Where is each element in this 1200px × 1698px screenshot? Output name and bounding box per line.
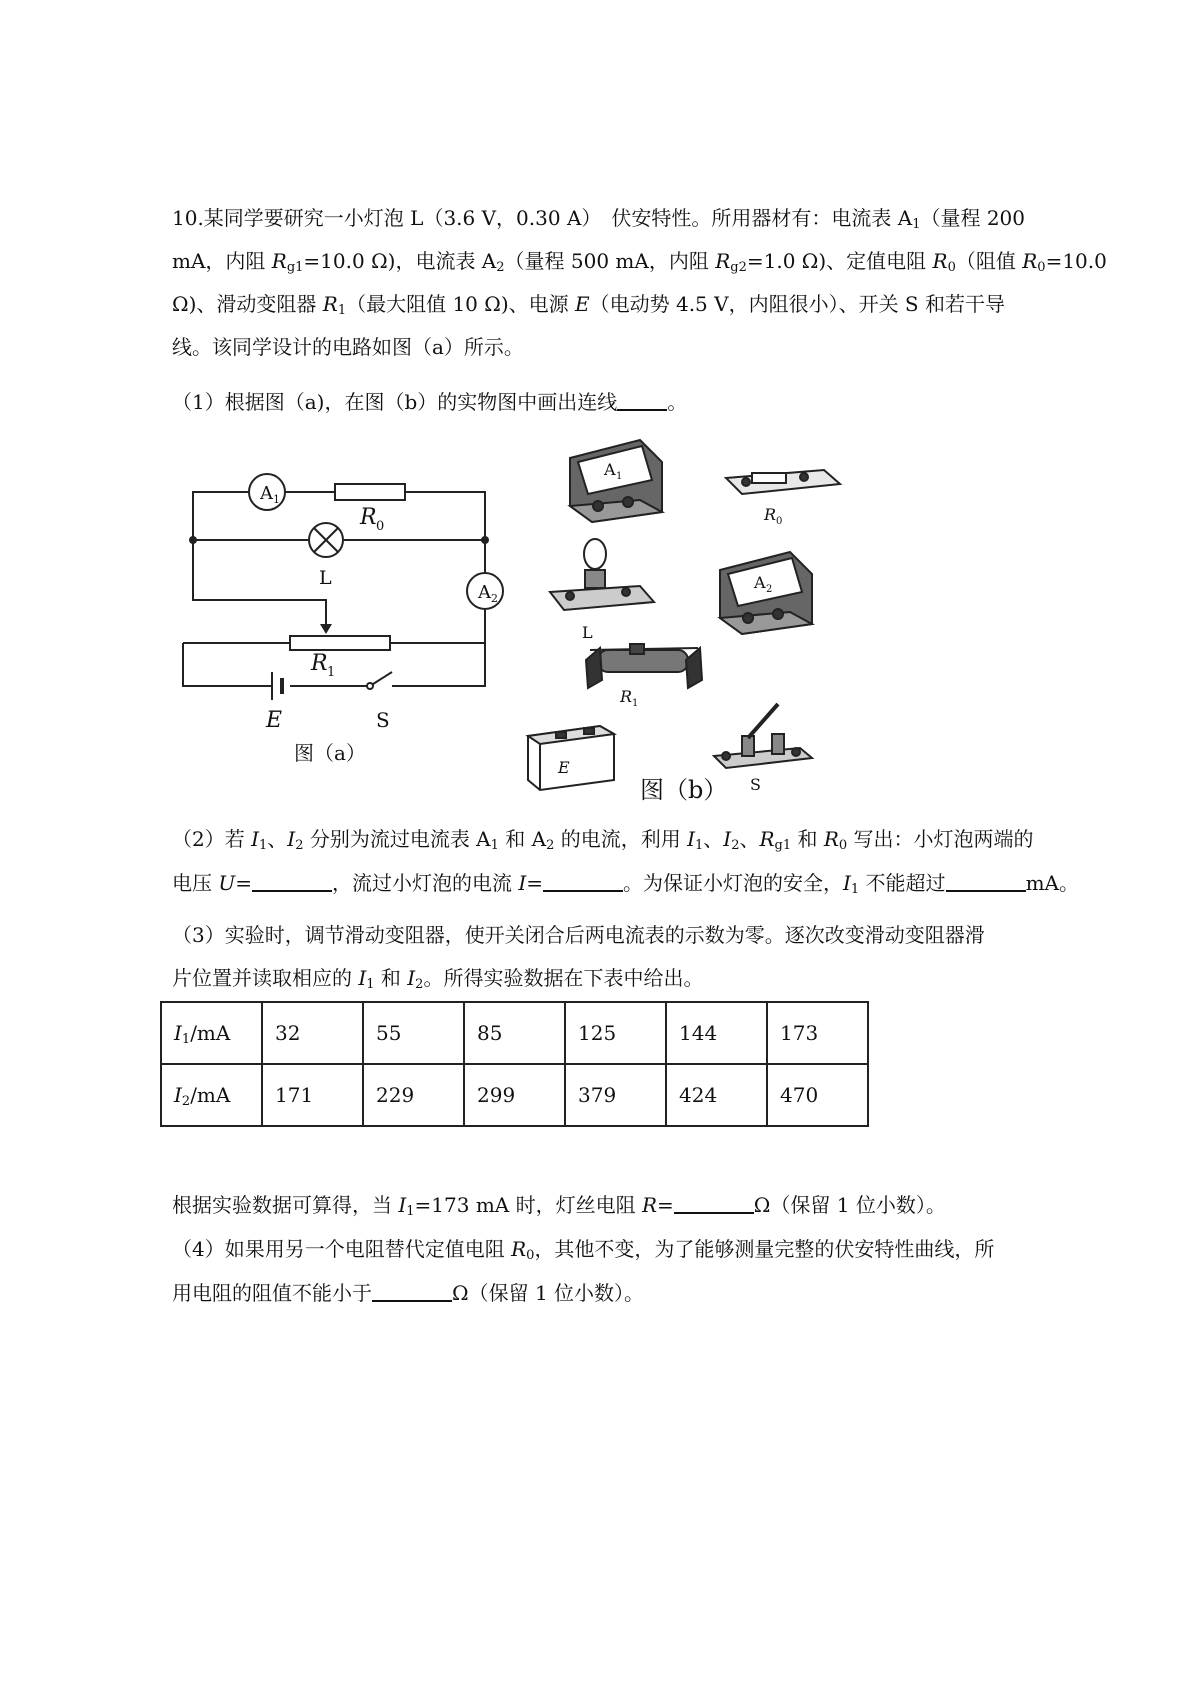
label-a2-text: A bbox=[478, 582, 491, 603]
resistance-question: 根据实验数据可算得，当 $I_1=173$ mA 时，灯丝电阻 R= Ω（保留 1 位小数）。 bbox=[172, 1193, 946, 1219]
label-a1-text: A bbox=[260, 483, 273, 504]
subquestion-2-line-2: 电压 U= ，流过小灯泡的电流 I= 。为保证小灯泡的安全，$I_1$ 不能超过 mA。 bbox=[172, 871, 1079, 897]
table-cell: 173 bbox=[767, 1002, 868, 1064]
answer-blank-min-resistance[interactable] bbox=[372, 1282, 452, 1302]
label-r0-sub: 0 bbox=[376, 519, 385, 534]
table-row bbox=[161, 1064, 868, 1126]
device-s-label: S bbox=[750, 775, 761, 794]
device-r0-label: R bbox=[764, 505, 777, 524]
battery-e-device bbox=[528, 726, 614, 790]
subquestion-3-line-2: 片位置并读取相应的 $I_1$ 和 $I_2$。所得实验数据在下表中给出。 bbox=[172, 966, 704, 992]
lamp-device bbox=[550, 539, 654, 610]
question-intro-line-3: Ω)、滑动变阻器 $R_1$（最大阻值 10 Ω)、电源 E（电动势 4.5 V，内阻很小）、开关 S 和若干导 bbox=[172, 292, 1005, 318]
label-r1-text: R bbox=[311, 651, 328, 676]
data-table bbox=[160, 1001, 869, 1127]
rheostat-r1-device bbox=[586, 644, 702, 688]
row-header-i1: $I_1/mA$ bbox=[161, 1002, 262, 1064]
table-cell: 424 bbox=[666, 1064, 767, 1126]
label-r0-text: R bbox=[360, 505, 377, 530]
table-cell: 229 bbox=[363, 1064, 464, 1126]
question-intro-line-4: 线。该同学设计的电路如图（a）所示。 bbox=[172, 335, 524, 359]
device-a1-sub: 1 bbox=[616, 471, 623, 482]
table-cell: 32 bbox=[262, 1002, 363, 1064]
answer-blank-current[interactable] bbox=[543, 872, 623, 892]
circuit-figures bbox=[0, 0, 1200, 820]
table-cell: 125 bbox=[565, 1002, 666, 1064]
label-a2-sub: 2 bbox=[491, 592, 498, 605]
answer-blank-voltage[interactable] bbox=[252, 872, 332, 892]
subquestion-4-line-2: 用电阻的阻值不能小于 Ω（保留 1 位小数）。 bbox=[172, 1281, 645, 1305]
device-r0-sub: 0 bbox=[776, 516, 783, 527]
label-s-text: S bbox=[376, 708, 390, 732]
table-cell: 299 bbox=[464, 1064, 565, 1126]
device-r1-sub: 1 bbox=[632, 698, 639, 709]
table-cell: 171 bbox=[262, 1064, 363, 1126]
table-cell: 85 bbox=[464, 1002, 565, 1064]
device-l-label: L bbox=[582, 623, 593, 642]
device-a2-label: A bbox=[754, 573, 766, 592]
table-cell: 379 bbox=[565, 1064, 666, 1126]
resistor-r0-device bbox=[726, 470, 840, 494]
answer-blank-resistance[interactable] bbox=[674, 1194, 754, 1214]
device-a1-label: A bbox=[604, 460, 616, 479]
table-cell: 144 bbox=[666, 1002, 767, 1064]
label-e-text: E bbox=[266, 708, 283, 733]
switch-s-device bbox=[714, 704, 812, 768]
question-intro-line-2: mA，内阻 $R_{g1}=10.0$ Ω)，电流表 $A_2$（量程 500 mA，内阻 $R_{g2}=1.0$ Ω)、定值电阻 $R_0$（阻值 $R_0=10.0$ bbox=[172, 249, 1107, 275]
label-l-text: L bbox=[319, 567, 332, 589]
device-r1-label: R bbox=[620, 687, 633, 706]
label-a1-sub: 1 bbox=[273, 493, 280, 506]
subquestion-3-line-1: （3）实验时，调节滑动变阻器，使开关闭合后两电流表的示数为零。逐次改变滑动变阻器滑 bbox=[172, 923, 985, 947]
table-cell: 55 bbox=[363, 1002, 464, 1064]
row-header-i2: $I_2/mA$ bbox=[161, 1064, 262, 1126]
device-e-label: E bbox=[558, 758, 570, 777]
figure-b-caption: 图（b） bbox=[640, 776, 728, 804]
subquestion-4-line-1: （4）如果用另一个电阻替代定值电阻 $R_0$，其他不变，为了能够测量完整的伏安特性曲线，所 bbox=[172, 1237, 995, 1263]
subquestion-2-line-1: （2）若 $I_1$、$I_2$ 分别为流过电流表 $A_1$ 和 $A_2$ 的电流，利用 $I_1$、$I_2$、$R_{g1}$ 和 $R_0$ 写出：小灯泡两端的 bbox=[172, 827, 1034, 853]
table-cell: 470 bbox=[767, 1064, 868, 1126]
table-row bbox=[161, 1002, 868, 1064]
question-intro-line-1: 10.某同学要研究一小灯泡 L（3.6 V，0.30 A） 伏安特性。所用器材有：电流表 $A_1$（量程 200 bbox=[172, 206, 1025, 232]
answer-blank-max-current[interactable] bbox=[946, 872, 1026, 892]
figure-a-caption: 图（a） bbox=[294, 741, 366, 765]
subquestion-1: （1）根据图（a)，在图（b）的实物图中画出连线 。 bbox=[172, 390, 688, 414]
label-r1-sub: 1 bbox=[327, 665, 336, 680]
device-a2-sub: 2 bbox=[766, 584, 773, 595]
